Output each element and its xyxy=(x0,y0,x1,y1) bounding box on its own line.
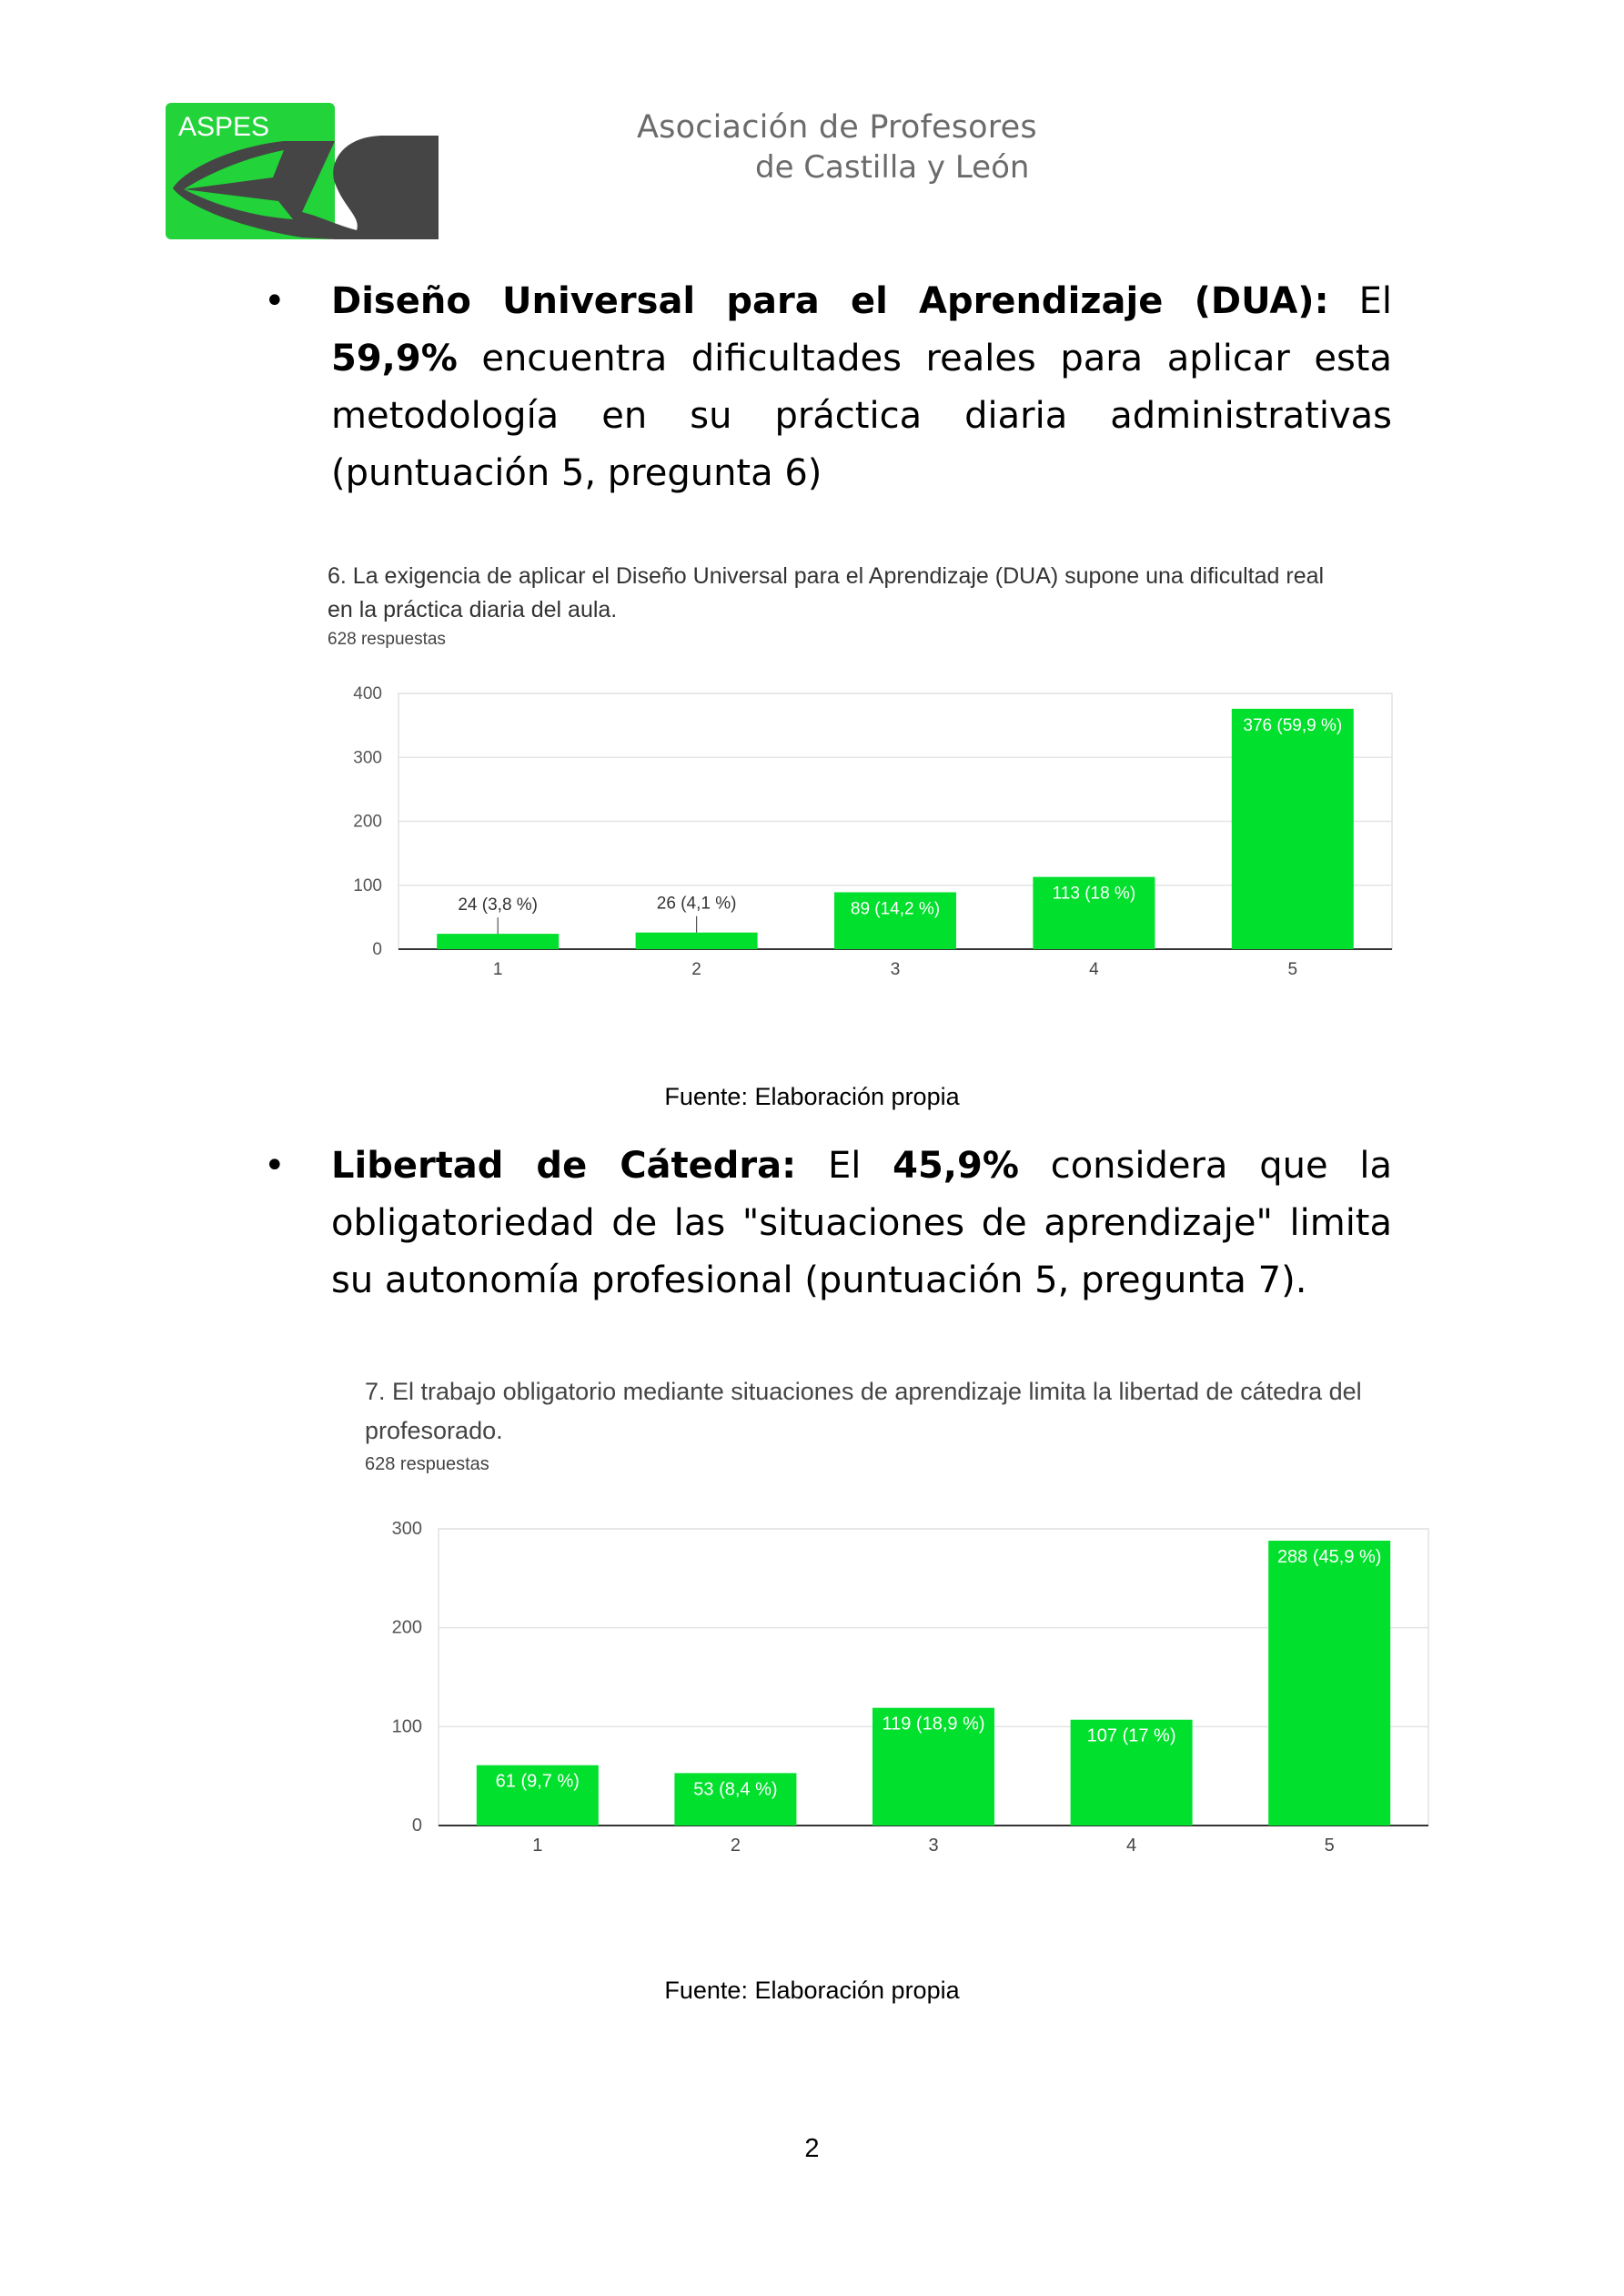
logo-text: ASPES xyxy=(178,112,270,142)
y-tick-label: 100 xyxy=(391,1716,422,1737)
bold-percentage: 45,9% xyxy=(893,1145,1019,1187)
x-tick-label: 3 xyxy=(890,960,901,979)
data-label: 376 (59,9 %) xyxy=(1243,715,1343,735)
chart-2-title-line-1: 7. El trabajo obligatorio mediante situaciones de aprendizaje limita la libertad de cátedra del xyxy=(365,1378,1362,1405)
chart-1-title-line-1: 6. La exigencia de aplicar el Diseño Universal para el Aprendizaje (DUA) supone una dificultad real xyxy=(328,563,1325,589)
bold-lead: Diseño Universal para el Aprendizaje (DUA): xyxy=(331,280,1329,322)
x-tick-label: 5 xyxy=(1287,960,1298,979)
data-label: 53 (8,4 %) xyxy=(693,1779,778,1800)
y-tick-label: 300 xyxy=(391,1519,422,1539)
bold-lead: Libertad de Cátedra: xyxy=(331,1145,797,1187)
y-tick-label: 200 xyxy=(353,812,382,832)
y-tick-label: 0 xyxy=(372,940,382,959)
data-label: 119 (18,9 %) xyxy=(882,1714,985,1735)
bar xyxy=(1268,1541,1390,1826)
y-tick-label: 300 xyxy=(353,748,382,768)
chart-1-responses: 628 respuestas xyxy=(328,630,446,649)
page-number: 2 xyxy=(804,2134,820,2163)
text-b: encuentra dificultades reales para aplicar esta metodología en su práctica diaria administrativas (puntuación 5, pregunta 6) xyxy=(331,338,1392,494)
y-tick-label: 200 xyxy=(391,1617,422,1638)
data-label: 89 (14,2 %) xyxy=(850,899,941,919)
x-tick-label: 4 xyxy=(1126,1836,1137,1856)
text-a: El xyxy=(796,1145,893,1187)
org-line-1: Asociación de Profesores xyxy=(637,109,1037,146)
y-tick-label: 0 xyxy=(411,1816,422,1836)
text-a: El xyxy=(1328,280,1392,322)
chart-2-title-line-2: profesorado. xyxy=(365,1417,503,1444)
x-tick-label: 3 xyxy=(928,1836,939,1856)
chart-2-responses: 628 respuestas xyxy=(365,1454,489,1474)
chart-1-title-line-2: en la práctica diaria del aula. xyxy=(328,597,618,622)
data-label: 113 (18 %) xyxy=(1052,884,1136,904)
x-tick-label: 2 xyxy=(730,1836,741,1856)
x-tick-label: 2 xyxy=(691,960,701,979)
bullet-icon: • xyxy=(264,1145,286,1187)
data-label: 107 (17 %) xyxy=(1086,1725,1176,1746)
source-caption-2: Fuente: Elaboración propia xyxy=(664,1977,960,2004)
x-tick-label: 1 xyxy=(532,1836,543,1856)
y-tick-label: 100 xyxy=(353,875,382,895)
data-label: 24 (3,8 %) xyxy=(458,895,539,915)
text-b: considera que la obligatoriedad de las "situaciones de aprendizaje" limita su autonomía profesional (puntuación 5, pregunta 7). xyxy=(331,1145,1392,1301)
source-caption-1: Fuente: Elaboración propia xyxy=(664,1083,960,1110)
data-label: 26 (4,1 %) xyxy=(656,894,737,914)
y-tick-label: 400 xyxy=(353,684,382,703)
x-tick-label: 5 xyxy=(1324,1836,1335,1856)
x-tick-label: 4 xyxy=(1089,960,1099,979)
data-label: 288 (45,9 %) xyxy=(1276,1547,1382,1568)
org-line-2: de Castilla y León xyxy=(755,149,1030,186)
bullet-icon: • xyxy=(264,280,286,322)
data-label: 61 (9,7 %) xyxy=(495,1771,580,1792)
bold-percentage: 59,9% xyxy=(331,338,458,379)
x-tick-label: 1 xyxy=(492,960,503,979)
